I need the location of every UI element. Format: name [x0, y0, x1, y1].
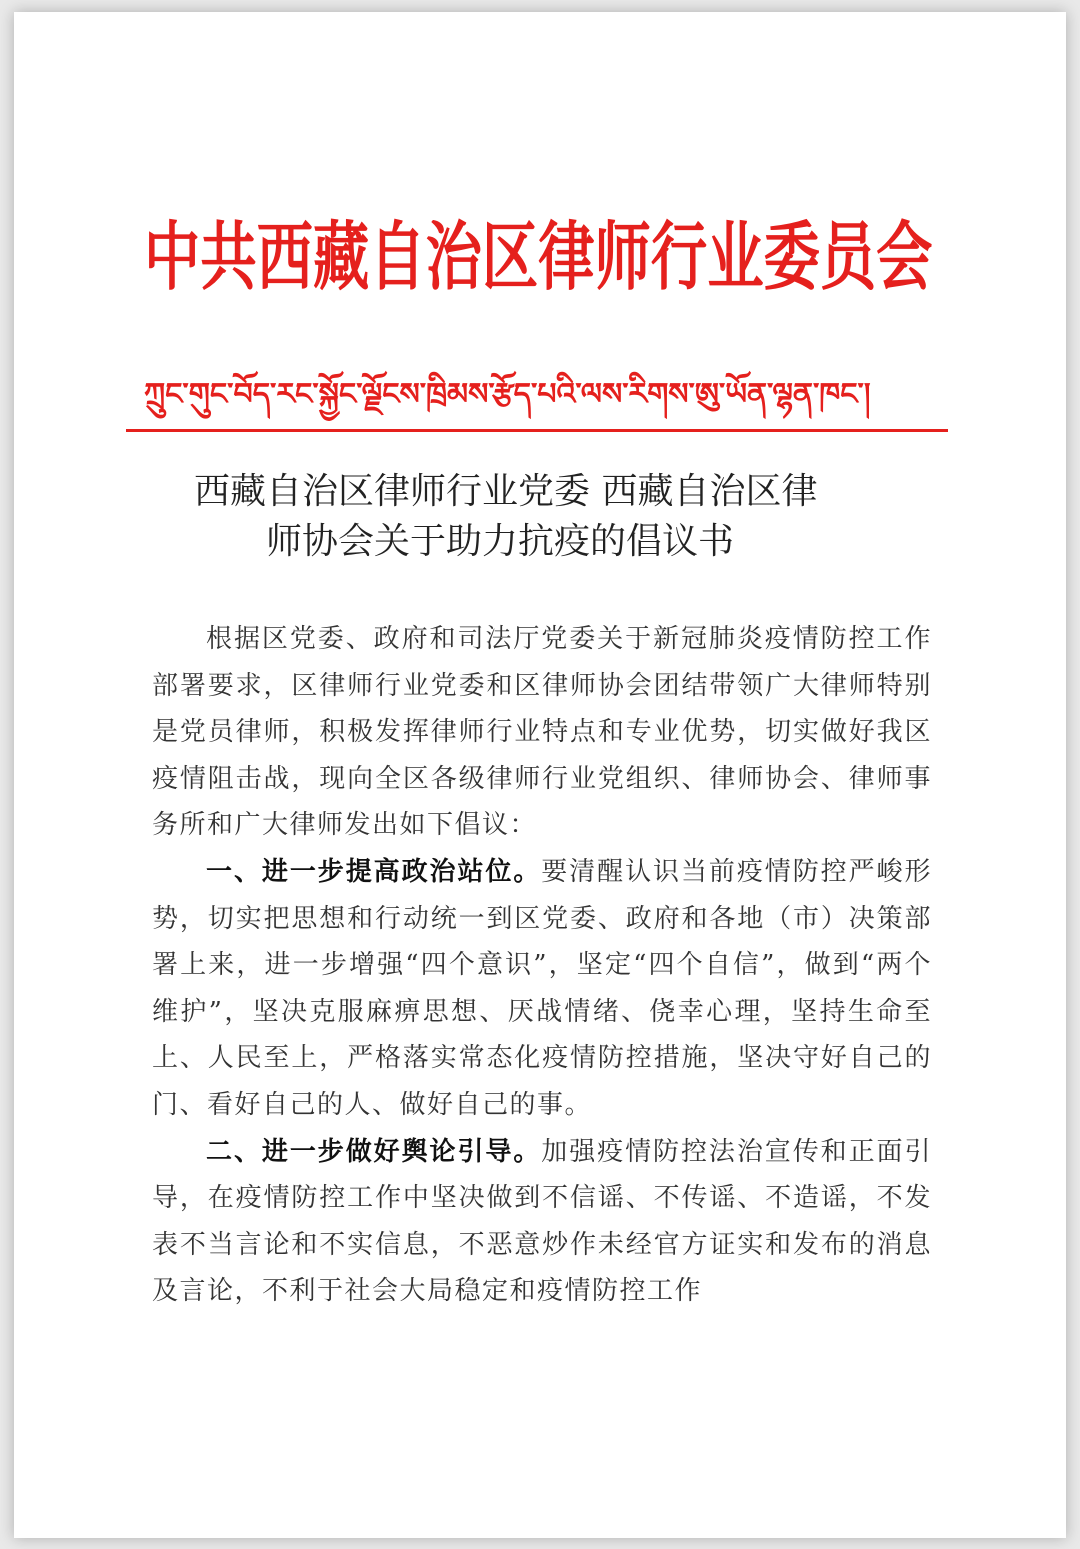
section-heading-1: 一、进一步提高政治站位。	[206, 856, 542, 887]
document-title-line-2: 师协会关于助力抗疫的倡议书	[266, 521, 735, 562]
org-name-heading: 中共西藏自治区律师行业委员会	[144, 215, 933, 301]
org-name-tibetan: ཀྲུང་གུང་བོད་རང་སྐྱོང་ལྗོངས་ཁྲིམས་རྩོད་པའི་ལས་རིགས་ཨུ་ཡོན་ལྷན་ཁང་།	[144, 377, 871, 412]
document-body	[152, 616, 932, 1315]
section-text-2: 加强疫情防控法治宣传和正面引导，在疫情防控工作中坚决做到不信谣、不传谣、不造谣，不发表不当言论和不实信息，不恶意炒作未经官方证实和发布的消息及言论，不利于社会大局稳定和疫情防控工作	[152, 1136, 932, 1307]
document-title-line-1: 西藏自治区律师行业党委 西藏自治区律	[194, 471, 818, 512]
section-paragraph-2	[152, 1129, 932, 1315]
document-page	[14, 12, 1066, 1538]
section-paragraph-1	[152, 849, 932, 1129]
section-text-1: 要清醒认识当前疫情防控严峻形势，切实把思想和行动统一到区党委、政府和各地（市）决策部署上来，进一步增强“四个意识”，坚定“四个自信”，做到“两个维护”，坚决克服麻痹思想、厌战情绪、侥幸心理，坚持生命至上、人民至上，严格落实常态化疫情防控措施，坚决守好自己的门、看好自己的人、做好自己的事。	[152, 856, 932, 1120]
document-title	[194, 467, 934, 567]
section-heading-2: 二、进一步做好舆论引导。	[206, 1136, 542, 1167]
intro-paragraph: 根据区党委、政府和司法厅党委关于新冠肺炎疫情防控工作部署要求，区律师行业党委和区律师协会团结带领广大律师特别是党员律师，积极发挥律师行业特点和专业优势，切实做好我区疫情阻击战，现向全区各级律师行业党组织、律师协会、律师事务所和广大律师发出如下倡议：	[152, 624, 932, 841]
red-header-rule	[126, 429, 948, 432]
